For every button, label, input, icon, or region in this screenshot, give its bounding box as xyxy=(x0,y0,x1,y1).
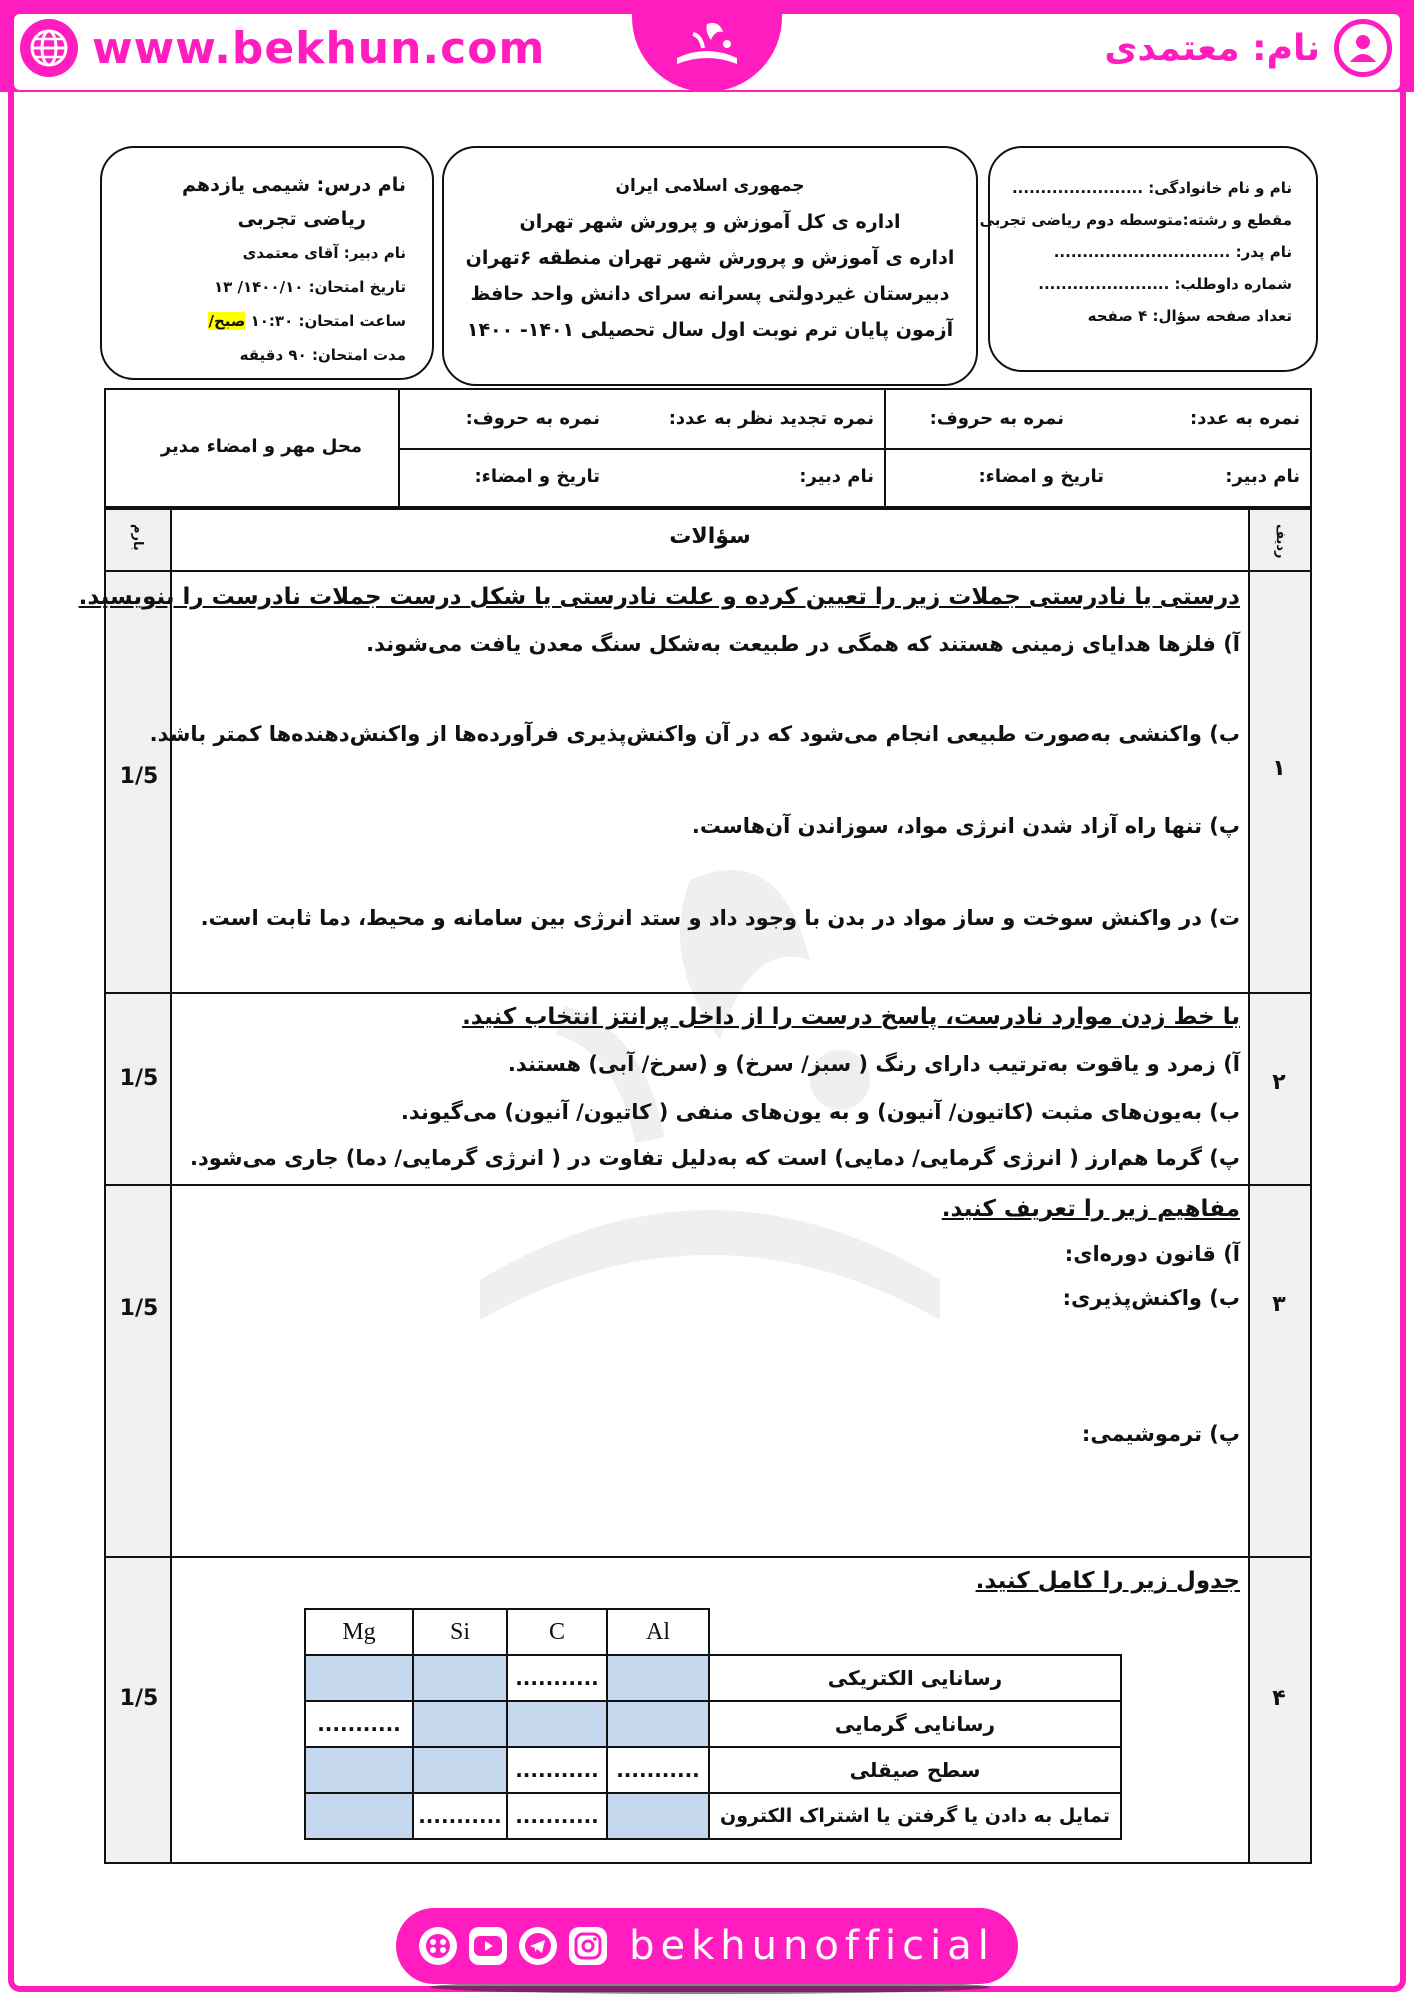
question-2-divider xyxy=(106,1184,1310,1186)
table-cell[interactable] xyxy=(413,1701,507,1747)
page-count: تعداد صفحه سؤال: ۴ صفحه xyxy=(1087,307,1292,325)
column-mg: Mg xyxy=(305,1609,413,1655)
score-number-label: نمره به عدد: xyxy=(1190,408,1300,429)
question-3-title: مفاهیم زیر را تعریف کنید. xyxy=(941,1196,1240,1222)
general-office-line: اداره ی کل آموزش و پرورش شهر تهران xyxy=(519,211,901,233)
question-3-score: 1/5 xyxy=(119,1296,159,1321)
father-name-field: نام پدر: ............................... xyxy=(1053,243,1292,261)
instagram-icon[interactable] xyxy=(569,1927,607,1965)
book-logo-icon xyxy=(659,8,755,84)
table-cell[interactable]: ........... xyxy=(507,1793,607,1839)
header-divider xyxy=(106,570,1310,572)
properties-table xyxy=(304,1608,1122,1840)
question-2-number: ۲ xyxy=(1272,1070,1286,1095)
table-cell[interactable]: ........... xyxy=(305,1701,413,1747)
teacher-name-label: نام دبیر: xyxy=(1225,466,1300,487)
question-2-item-c: پ) گرما هم‌ارز ( انرژی گرمایی/ دمایی) است که به‌دلیل تفاوت در ( انرژی گرمایی/ دما) جاری می‌شود. xyxy=(189,1146,1240,1170)
exam-duration: مدت امتحان: ۹۰ دقیقه xyxy=(239,346,406,364)
table-cell[interactable] xyxy=(305,1793,413,1839)
aparat-icon[interactable] xyxy=(419,1927,457,1965)
top-banner xyxy=(0,0,1414,92)
review-date-sign-label: تاریخ و امضاء: xyxy=(474,466,600,487)
course-name: نام درس: شیمی یازدهم xyxy=(182,174,406,196)
question-1-item-d: ت) در واکنش سوخت و ساز مواد در بدن با وجود داد و ستد انرژی بین سامانه و محیط، دما ثابت است. xyxy=(200,906,1240,930)
question-1-item-b: ب) واکنشی به‌صورت طبیعی انجام می‌شود که در آن واکنش‌پذیری فرآورده‌ها از واکنش‌دهنده‌ها کمتر باشد. xyxy=(149,722,1240,746)
table-cell[interactable] xyxy=(413,1655,507,1701)
question-4-score: 1/5 xyxy=(119,1686,159,1711)
exam-time-highlight: صبح/ xyxy=(208,312,246,330)
website-link[interactable] xyxy=(20,18,545,78)
review-teacher-label: نام دبیر: xyxy=(799,466,874,487)
score-header: بارم xyxy=(130,524,145,551)
table-row xyxy=(305,1793,1121,1839)
country-line: جمهوری اسلامی ایران xyxy=(615,176,805,196)
globe-icon xyxy=(20,19,78,77)
table-cell[interactable]: ........... xyxy=(507,1747,607,1793)
date-sign-label: تاریخ و امضاء: xyxy=(978,466,1104,487)
table-cell[interactable]: ........... xyxy=(507,1655,607,1701)
table-cell[interactable] xyxy=(607,1793,709,1839)
user-icon xyxy=(1334,19,1392,77)
teacher-sign-cell xyxy=(884,450,1310,508)
question-4-number: ۴ xyxy=(1272,1686,1286,1711)
questions-header: سؤالات xyxy=(669,524,751,549)
question-3-divider xyxy=(106,1556,1310,1558)
question-2-score: 1/5 xyxy=(119,1066,159,1091)
table-header-row xyxy=(305,1609,1121,1655)
column-c: C xyxy=(507,1609,607,1655)
table-cell[interactable]: ........... xyxy=(413,1793,507,1839)
score-words-label: نمره به حروف: xyxy=(929,408,1064,429)
row-label: سطح صیقلی xyxy=(709,1747,1121,1793)
question-2-title: با خط زدن موارد نادرست، پاسخ درست را از داخل پرانتز انتخاب کنید. xyxy=(462,1004,1240,1030)
question-2-item-a: آ) زمرد و یاقوت به‌ترتیب دارای رنگ ( سبز/ سرخ) و (سرخ/ آبی) هستند. xyxy=(507,1052,1240,1076)
school-name-line: دبیرستان غیردولتی پسرانه سرای دانش واحد حافظ xyxy=(470,283,950,305)
district-office-line: اداره ی آموزش و پرورش شهر تهران منطقه ۶تهران xyxy=(465,247,955,269)
exam-info-box xyxy=(100,146,434,380)
website-url: www.bekhun.com xyxy=(92,22,546,74)
review-number-label: نمره تجدید نظر به عدد: xyxy=(668,408,874,429)
question-1-score: 1/5 xyxy=(119,764,159,789)
teacher-name: نام دبیر: آقای معتمدی xyxy=(242,244,406,262)
family-name-field: نام و نام خانوادگی: ....................... xyxy=(1011,179,1292,197)
table-row xyxy=(305,1701,1121,1747)
social-bar xyxy=(396,1908,1018,1984)
column-si: Si xyxy=(413,1609,507,1655)
table-corner xyxy=(709,1609,1121,1655)
exam-title-line: آزمون پایان ترم نوبت اول سال تحصیلی ۱۴۰۱- ۱۴۰۰ xyxy=(466,319,954,341)
grade-box xyxy=(104,388,1312,508)
telegram-icon[interactable] xyxy=(519,1927,557,1965)
review-sign-cell xyxy=(398,450,884,508)
table-row xyxy=(305,1747,1121,1793)
exam-time xyxy=(128,304,406,338)
student-info-box xyxy=(979,146,1318,372)
row-label: رسانایی الکتریکی xyxy=(709,1655,1121,1701)
social-handle[interactable]: bekhunofficial xyxy=(629,1923,995,1969)
table-cell[interactable] xyxy=(413,1747,507,1793)
question-4-title: جدول زیر را کامل کنید. xyxy=(975,1568,1240,1594)
score-column xyxy=(106,510,172,1862)
questions-table xyxy=(78,508,1312,1864)
grade-field: مقطع و رشته:متوسطه دوم ریاضی تجربی xyxy=(979,211,1292,229)
question-1-divider xyxy=(106,992,1310,994)
table-cell[interactable] xyxy=(305,1655,413,1701)
name-label: نام: معتمدی xyxy=(1104,27,1320,69)
row-header: ردیف xyxy=(1273,524,1288,559)
row-label: تمایل به دادن یا گرفتن یا اشتراک الکترون xyxy=(709,1793,1121,1839)
table-cell[interactable] xyxy=(305,1747,413,1793)
question-3-number: ۳ xyxy=(1272,1292,1286,1317)
student-name xyxy=(1104,18,1392,78)
review-score-cell xyxy=(398,390,884,450)
score-cell xyxy=(884,390,1310,450)
principal-seal-label: محل مهر و امضاء مدیر xyxy=(160,436,362,457)
review-words-label: نمره به حروف: xyxy=(465,408,600,429)
question-1-item-c: پ) تنها راه آزاد شدن انرژی مواد، سوزاندن آن‌هاست. xyxy=(691,814,1240,838)
question-3-item-b: ب) واکنش‌پذیری: xyxy=(1062,1286,1240,1310)
question-1-item-a: آ) فلزها هدایای زمینی هستند که همگی در طبیعت به‌شکل سنگ معدن یافت می‌شوند. xyxy=(366,632,1240,656)
youtube-icon[interactable] xyxy=(469,1927,507,1965)
question-1-number: ۱ xyxy=(1272,756,1286,781)
table-cell[interactable]: ........... xyxy=(607,1747,709,1793)
course-field: ریاضی تجربی xyxy=(237,208,366,230)
question-1-title: درستی یا نادرستی جملات زیر را تعیین کرده و علت نادرستی یا شکل درست جملات نادرست را بنویسید. xyxy=(78,584,1240,610)
exam-date: تاریخ امتحان: ۱۴۰۰/۱۰/ ۱۳ xyxy=(213,278,406,296)
table-cell[interactable] xyxy=(607,1655,709,1701)
table-cell[interactable] xyxy=(607,1701,709,1747)
principal-seal-cell xyxy=(106,390,398,506)
table-row xyxy=(305,1655,1121,1701)
row-label: رسانایی گرمایی xyxy=(709,1701,1121,1747)
candidate-number-field: شماره داوطلب: ....................... xyxy=(1038,275,1292,293)
table-cell[interactable] xyxy=(507,1701,607,1747)
school-info-box xyxy=(442,146,978,386)
column-al: Al xyxy=(607,1609,709,1655)
question-3-item-a: آ) قانون دوره‌ای: xyxy=(1064,1242,1240,1266)
question-2-item-b: ب) به‌یون‌های مثبت (کاتیون/ آنیون) و به یون‌های منفی ( کاتیون/ آنیون) می‌گیوند. xyxy=(400,1100,1240,1124)
question-3-item-c: پ) ترموشیمی: xyxy=(1081,1422,1240,1446)
exam-time-value: ساعت امتحان: ۱۰:۳۰ xyxy=(250,312,406,330)
row-number-column xyxy=(1248,510,1310,1862)
